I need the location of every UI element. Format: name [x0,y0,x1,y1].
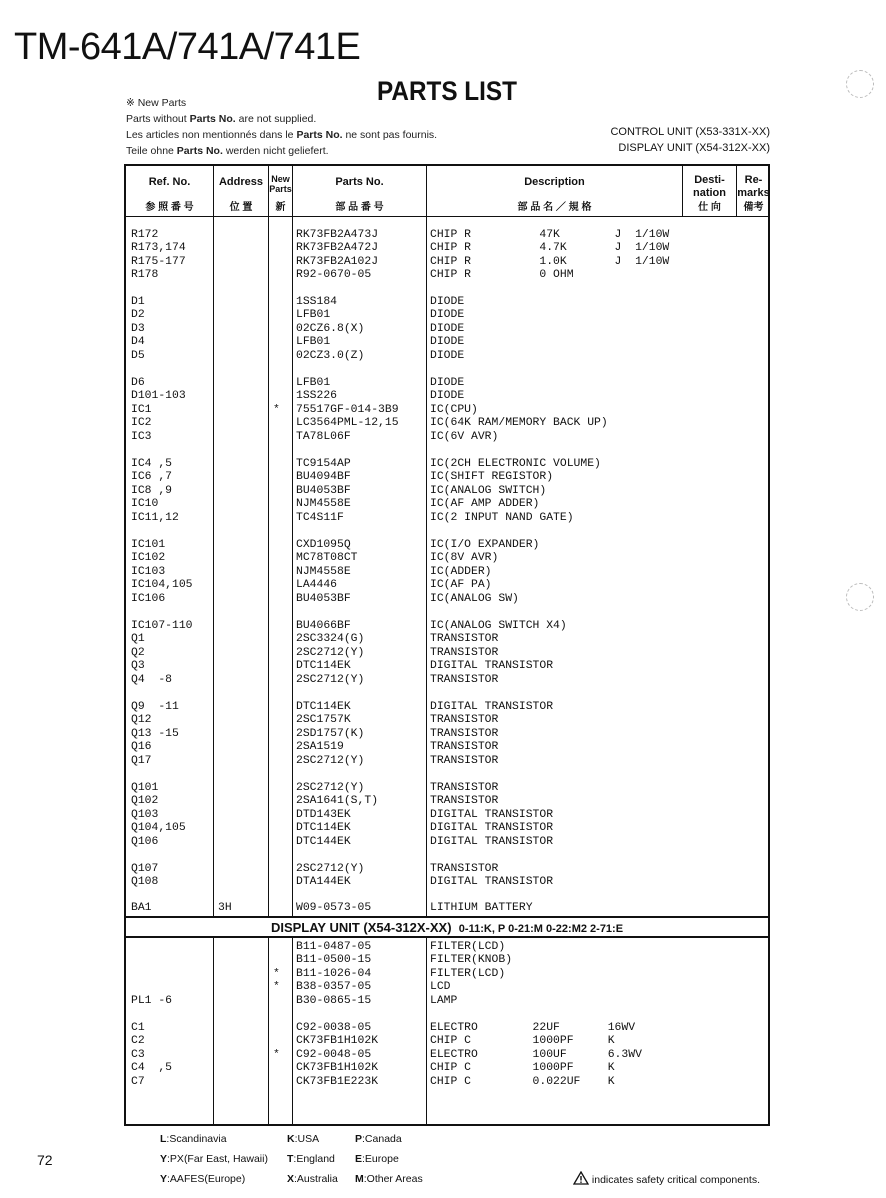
notes-block [126,95,437,159]
ref-cell: BA1 [131,902,152,914]
ref-cell: PL1 -6 [131,994,173,1007]
new-part-mark: * [273,1048,280,1061]
display-unit-label: DISPLAY UNIT (X54-312X-XX) [618,142,770,154]
header-ref: Ref. No. [148,176,191,188]
display-unit-codes: 0-11:K, P 0-21:M 0-22:M2 2-71:E [458,923,624,935]
header-new: New Parts [269,174,292,194]
header-description: Description [524,176,585,188]
legend-item: M:Other Areas [355,1173,423,1185]
parts-no-cell: B11-0487-05 B11-0500-15 B11-1026-04 B38-0357-05 B30-0865-15 [296,941,372,1007]
legend-item: L:Scandinavia [160,1133,227,1145]
note-line: Teile ohne Parts No. werden nicht geliefert. [126,145,329,157]
control-unit-label: CONTROL UNIT (X53-331X-XX) [610,126,770,138]
new-part-mark: * * [273,967,280,994]
header-address: Address [218,176,264,188]
ref-cell: Q107 Q108 [131,863,159,889]
description-cell: DIODE DIODE IC(CPU) IC(64K RAM/MEMORY BACK UP) IC(6V AVR) [430,377,608,443]
ref-cell: IC101 IC102 IC103 IC104,105 IC106 [131,539,193,605]
legend-item: K:USA [287,1133,320,1145]
display-unit-title: DISPLAY UNIT (X54-312X-XX) [270,920,452,935]
ref-cell: IC107-110 Q1 Q2 Q3 Q4 -8 [131,620,193,686]
legend-item: P:Canada [355,1133,402,1145]
address-cell: 3H [218,902,232,914]
legend-item: Y:AAFES(Europe) [160,1173,246,1185]
header-address-j: 位 置 [229,202,253,213]
model-title: TM-641A/741A/741E [14,26,361,68]
header-remarks: Re- marks [737,174,770,199]
parts-no-cell: BU4066BF 2SC3324(G) 2SC2712(Y) DTC114EK 2SC2712(Y) [296,620,365,686]
parts-no-cell: C92-0038-05 CK73FB1H102K C92-0048-05 CK73FB1H102K CK73FB1E223K [296,1022,379,1088]
header-parts: Parts No. [335,176,384,188]
description-cell: CHIP R 47K J 1/10W CHIP R 4.7K J 1/10W CHIP R 1.0K J 1/10W CHIP R 0 OHM [430,229,670,282]
ref-cell: D6 D101-103 IC1 IC2 IC3 [131,377,186,443]
display-unit-band [126,916,768,938]
ref-cell: Q101 Q102 Q103 Q104,105 Q106 [131,782,186,848]
parts-no-cell: LFB01 1SS226 75517GF-014-3B9 LC3564PML-12,15 TA78L06F [296,377,399,443]
legend-item: X:Australia [287,1173,338,1185]
header-ref-j: 参 照 番 号 [145,202,194,213]
header-new-j: 新 [275,202,286,213]
header-destination: Desti- nation [693,174,726,199]
warning-triangle-icon [573,1171,589,1185]
ref-cell: C1 C2 C3 C4 ,5 C7 [131,1022,173,1088]
description-cell: ELECTRO 22UF 16WV CHIP C 1000PF K ELECTRO 100UF 6.3WV CHIP C 1000PF K CHIP C 0.022UF K [430,1022,642,1088]
parts-no-cell: W09-0573-05 [296,902,372,914]
parts-no-cell: CXD1095Q MC78T08CT NJM4558E LA4446 BU4053BF [296,539,358,605]
description-cell: FILTER(LCD) FILTER(KNOB) FILTER(LCD) LCD LAMP [430,941,513,1007]
parts-no-cell: 2SC2712(Y) 2SA1641(S,T) DTD143EK DTC114EK DTC144EK [296,782,379,848]
unit-labels [560,124,770,156]
ref-cell: Q9 -11 Q12 Q13 -15 Q16 Q17 [131,701,179,767]
note-line: Les articles non mentionnés dans le Parts No. ne sont pas fournis. [126,129,438,141]
page-title: PARTS LIST [377,76,517,106]
parts-no-cell: 1SS184 LFB01 02CZ6.8(X) LFB01 02CZ3.0(Z) [296,296,365,362]
binder-hole-icon [846,583,874,611]
description-cell: LITHIUM BATTERY [430,902,533,914]
legend-item: T:England [287,1153,335,1165]
note-line: ※ New Parts [126,97,187,109]
parts-no-cell: TC9154AP BU4094BF BU4053BF NJM4558E TC4S11F [296,458,351,524]
page-number: 72 [37,1152,53,1168]
description-cell: DIODE DIODE DIODE DIODE DIODE [430,296,465,362]
parts-no-cell: 2SC2712(Y) DTA144EK [296,863,365,889]
header-parts-j: 部 品 番 号 [335,202,384,213]
legend-item: Y:PX(Far East, Hawaii) [160,1153,268,1165]
new-part-mark: * [273,403,280,416]
legend-item: E:Europe [355,1153,399,1165]
description-cell: DIGITAL TRANSISTOR TRANSISTOR TRANSISTOR TRANSISTOR TRANSISTOR [430,701,554,767]
header-destination-j: 仕 向 [698,202,721,213]
header-remarks-j: 備考 [743,202,764,213]
binder-hole-icon [846,70,874,98]
safety-note: indicates safety critical components. [573,1171,760,1186]
note-line: Parts without Parts No. are not supplied. [126,113,317,125]
parts-table [124,164,770,1126]
description-cell: TRANSISTOR DIGITAL TRANSISTOR [430,863,554,889]
description-cell: TRANSISTOR TRANSISTOR DIGITAL TRANSISTOR DIGITAL TRANSISTOR DIGITAL TRANSISTOR [430,782,554,848]
header-description-j: 部 品 名 ／ 規 格 [517,202,592,213]
parts-no-cell: DTC114EK 2SC1757K 2SD1757(K) 2SA1519 2SC2712(Y) [296,701,365,767]
parts-no-cell: RK73FB2A473J RK73FB2A472J RK73FB2A102J R92-0670-05 [296,229,379,282]
description-cell: IC(ANALOG SWITCH X4) TRANSISTOR TRANSISTOR DIGITAL TRANSISTOR TRANSISTOR [430,620,567,686]
ref-cell: D1 D2 D3 D4 D5 [131,296,145,362]
description-cell: IC(I/O EXPANDER) IC(8V AVR) IC(ADDER) IC(AF PA) IC(ANALOG SW) [430,539,540,605]
ref-cell: IC4 ,5 IC6 ,7 IC8 ,9 IC10 IC11,12 [131,458,179,524]
ref-cell: R172 R173,174 R175-177 R178 [131,229,186,282]
description-cell: IC(2CH ELECTRONIC VOLUME) IC(SHIFT REGISTOR) IC(ANALOG SWITCH) IC(AF AMP ADDER) IC(2 INPUT NAND GATE) [430,458,601,524]
